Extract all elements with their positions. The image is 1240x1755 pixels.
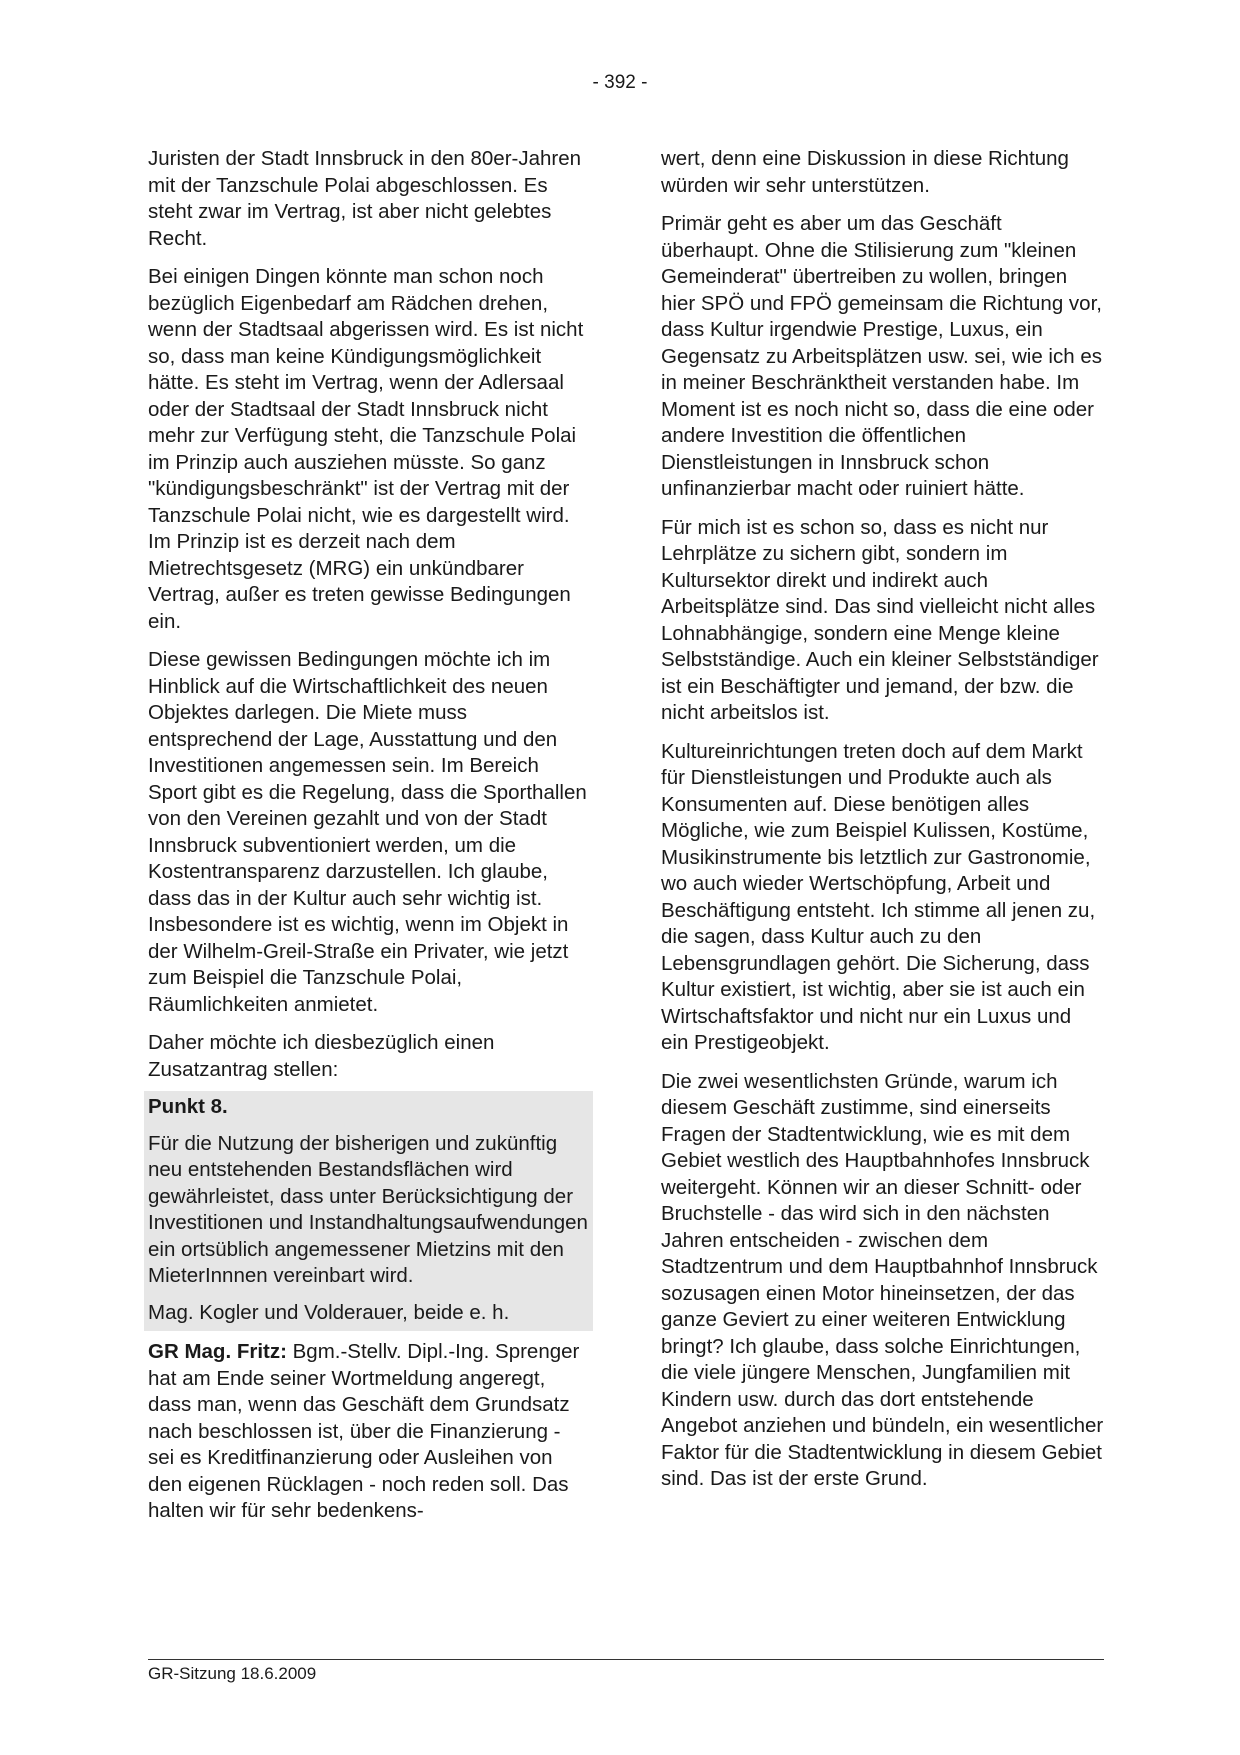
motion-signatories: Mag. Kogler und Volderauer, beide e. h. [148, 1300, 510, 1324]
paragraph: Die zwei wesentlichsten Gründe, warum ich diesem Geschäft zustimme, sind einerseits Fragen der Stadtentwicklung, wie es mit dem Gebiet westlich des Hauptbahnhofes Innsbruck weitergeht. Können wir an dieser Schnitt- oder Bruchstelle - das wird sich in den nächsten Jahren entscheiden - zwischen dem Stadtzentrum und dem Hauptbahnhof Innsbruck sozusagen einen Motor hineinsetzen, der das ganze Geviert zu einer weiteren Entwicklung bringt? Ich glaube, dass solche Einrichtungen, die viele jüngere Menschen, Jungfamilien mit Kindern usw. durch das dort entstehende Angebot anziehen und bündeln, ein wesentlicher Faktor für die Stadtentwicklung in diesem Gebiet sind. Das ist der erste Grund. [661, 1069, 1104, 1490]
paragraph: Daher möchte ich diesbezüglich einen Zusatzantrag stellen: [148, 1031, 495, 1081]
paragraph: Für mich ist es schon so, dass es nicht nur Lehrplätze zu sichern gibt, sondern im Kultursektor direkt und indirekt auch Arbeitsplätze sind. Das sind vielleicht nicht alles Lohnabhängige, sondern eine Menge kleine Selbstständige. Auch ein kleiner Selbstständiger ist ein Beschäftigter und jemand, der bzw. die nicht arbeitslos ist. [661, 515, 1099, 724]
paragraph: wert, denn eine Diskussion in diese Richtung würden wir sehr unterstützen. [661, 147, 1069, 197]
motion-box [144, 1091, 593, 1331]
paragraph: Diese gewissen Bedingungen möchte ich im Hinblick auf die Wirtschaftlichkeit des neuen Objektes darlegen. Die Miete muss entsprechend der Lage, Ausstattung und den Investitionen angemessen sein. Im Bereich Sport gibt es die Regelung, dass die Sporthallen von den Vereinen gezahlt und von der Stadt Innsbruck subventioniert werden, um die Kostentransparenz darzustellen. Ich glaube, dass das in der Kultur auch sehr wichtig ist. Insbesondere ist es wichtig, wenn im Objekt in der Wilhelm-Greil-Straße ein Privater, wie jetzt zum Beispiel die Tanzschule Polai, Räumlichkeiten anmietet. [148, 648, 587, 1016]
motion-text: Für die Nutzung der bisherigen und zukünftig neu entstehenden Bestandsflächen wird gewährleistet, dass unter Berücksichtigung der Investitionen und Instandhaltungsaufwendungen ein ortsüblich angemessener Mietzins mit den MieterInnnen vereinbart wird. [148, 1131, 588, 1287]
paragraph: Primär geht es aber um das Geschäft überhaupt. Ohne die Stilisierung zum "kleinen Gemeinderat" übertreiben zu wollen, bringen hier SPÖ und FPÖ gemeinsam die Richtung vor, dass Kultur irgendwie Prestige, Luxus, ein Gegensatz zu Arbeitsplätzen usw. sei, wie ich es in meiner Beschränktheit verstanden habe. Im Moment ist es noch nicht so, dass die eine oder andere Investition die öffentlichen Dienstleistungen in Innsbruck schon unfinanzierbar macht oder ruiniert hätte. [661, 212, 1102, 500]
paragraph: Juristen der Stadt Innsbruck in den 80er-Jahren mit der Tanzschule Polai abgeschlossen. Es steht zwar im Vertrag, ist aber nicht gelebtes Recht. [148, 147, 582, 250]
speaker-name: GR Mag. Fritz: [148, 1340, 287, 1363]
right-column [661, 146, 1104, 1493]
speech-paragraph [148, 1339, 591, 1525]
left-column [148, 146, 591, 1525]
motion-heading: Punkt 8. [148, 1095, 228, 1118]
speech-text: Bgm.-Stellv. Dipl.-Ing. Sprenger hat am Ende seiner Wortmeldung angeregt, dass man, wenn das Geschäft dem Grundsatz nach beschlossen ist, über die Finanzierung - sei es Kreditfinanzierung oder Ausleihen von den eigenen Rücklagen - noch reden soll. Das halten wir für sehr bedenkens- [148, 1340, 580, 1522]
paragraph: Bei einigen Dingen könnte man schon noch bezüglich Eigenbedarf am Rädchen drehen, wenn der Stadtsaal abgerissen wird. Es ist nicht so, dass man keine Kündigungsmöglichkeit hätte. Es steht im Vertrag, wenn der Adlersaal oder der Stadtsaal der Stadt Innsbruck nicht mehr zur Verfügung steht, die Tanzschule Polai im Prinzip auch ausziehen müsste. So ganz "kündigungsbeschränkt" ist der Vertrag mit der Tanzschule Polai nicht, wie es dargestellt wird. Im Prinzip ist es derzeit nach dem Mietrechtsgesetz (MRG) ein unkündbarer Vertrag, außer es treten gewisse Bedingungen ein. [148, 265, 584, 633]
footer-session-label: GR-Sitzung 18.6.2009 [148, 1664, 317, 1683]
paragraph: Kultureinrichtungen treten doch auf dem Markt für Dienstleistungen und Produkte auch als Konsumenten auf. Diese benötigen alles Mögliche, wie zum Beispiel Kulissen, Kostüme, Musikinstrumente bis letztlich zur Gastronomie, wo auch wieder Wertschöpfung, Arbeit und Beschäftigung entsteht. Ich stimme all jenen zu, die sagen, dass Kultur auch zu den Lebensgrundlagen gehört. Die Sicherung, dass Kultur existiert, ist wichtig, aber sie ist auch ein Wirtschaftsfaktor und nicht nur ein Luxus und ein Prestigeobjekt. [661, 739, 1096, 1054]
page-number: - 392 - [592, 72, 648, 93]
footer-divider [148, 1659, 1104, 1660]
